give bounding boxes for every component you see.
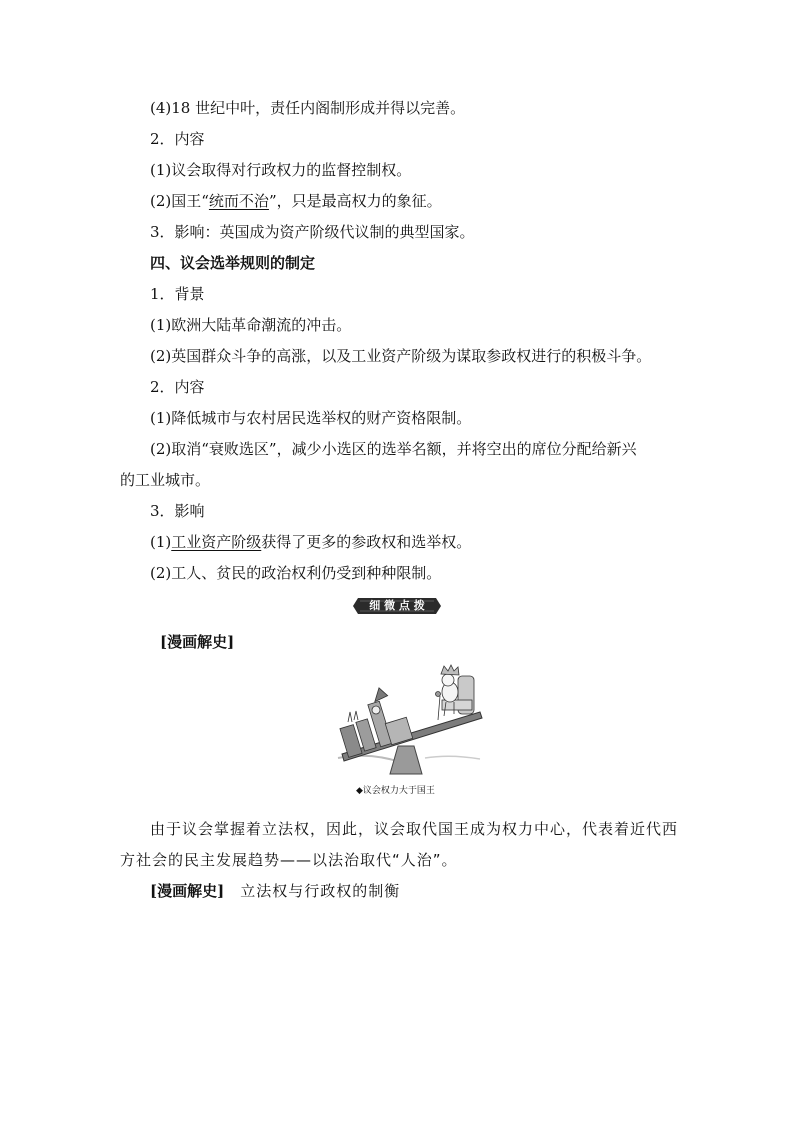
text-line: (2)英国群众斗争的高涨，以及工业资产阶级为谋取参政权进行的积极斗争。 (150, 347, 652, 365)
text-segment: (1) (150, 533, 172, 551)
section-heading: 2．内容 (150, 378, 205, 396)
text-line: (1)降低城市与农村居民选举权的财产资格限制。 (150, 409, 472, 427)
text-line: 的工业城市。 (120, 471, 211, 489)
section-title: 四、议会选举规则的制定 (150, 254, 316, 272)
text-line: (2)工人、贫民的政治权利仍受到种种限制。 (150, 564, 442, 582)
text-segment: ”，只是最高权力的象征。 (268, 192, 442, 210)
cartoon-tag: [漫画解史] (160, 633, 235, 651)
underlined-term: 工业资产阶级 (171, 533, 262, 551)
text-line (150, 190, 442, 212)
text-line: (2)取消“衰败选区”，减少小选区的选举名额，并将空出的席位分配给新兴 (150, 440, 637, 458)
tips-badge (352, 597, 442, 615)
cartoon-subtitle: 立法权与行政权的制衡 (240, 882, 401, 900)
section-heading: 3．影响 (150, 502, 205, 520)
paragraph-line: 方社会的民主发展趋势——以法治取代“人治”。 (120, 851, 458, 869)
text-segment: (2)国王“ (150, 192, 209, 210)
badge-label: 细 微 点 拨 (369, 599, 425, 612)
figure-caption: ◆议会权力大于国王 (356, 786, 435, 796)
text-line: (4)18 世纪中叶，责任内阁制形成并得以完善。 (150, 99, 466, 117)
cartoon-seesaw-illustration (330, 662, 490, 780)
section-heading: 2．内容 (150, 130, 205, 148)
text-line: 3．影响：英国成为资产阶级代议制的典型国家。 (150, 223, 475, 241)
cartoon-tag: [漫画解史] (150, 882, 225, 900)
cartoon-tag-line (150, 880, 400, 902)
text-segment: 获得了更多的参政权和选举权。 (261, 533, 472, 551)
paragraph-line: 由于议会掌握着立法权，因此，议会取代国王成为权力中心，代表着近代西 (150, 820, 679, 838)
text-line (150, 531, 471, 553)
text-line: (1)欧洲大陆革命潮流的冲击。 (150, 316, 352, 334)
underlined-term: 统而不治 (208, 192, 269, 210)
section-heading: 1．背景 (150, 285, 205, 303)
text-line: (1)议会取得对行政权力的监督控制权。 (150, 161, 412, 179)
